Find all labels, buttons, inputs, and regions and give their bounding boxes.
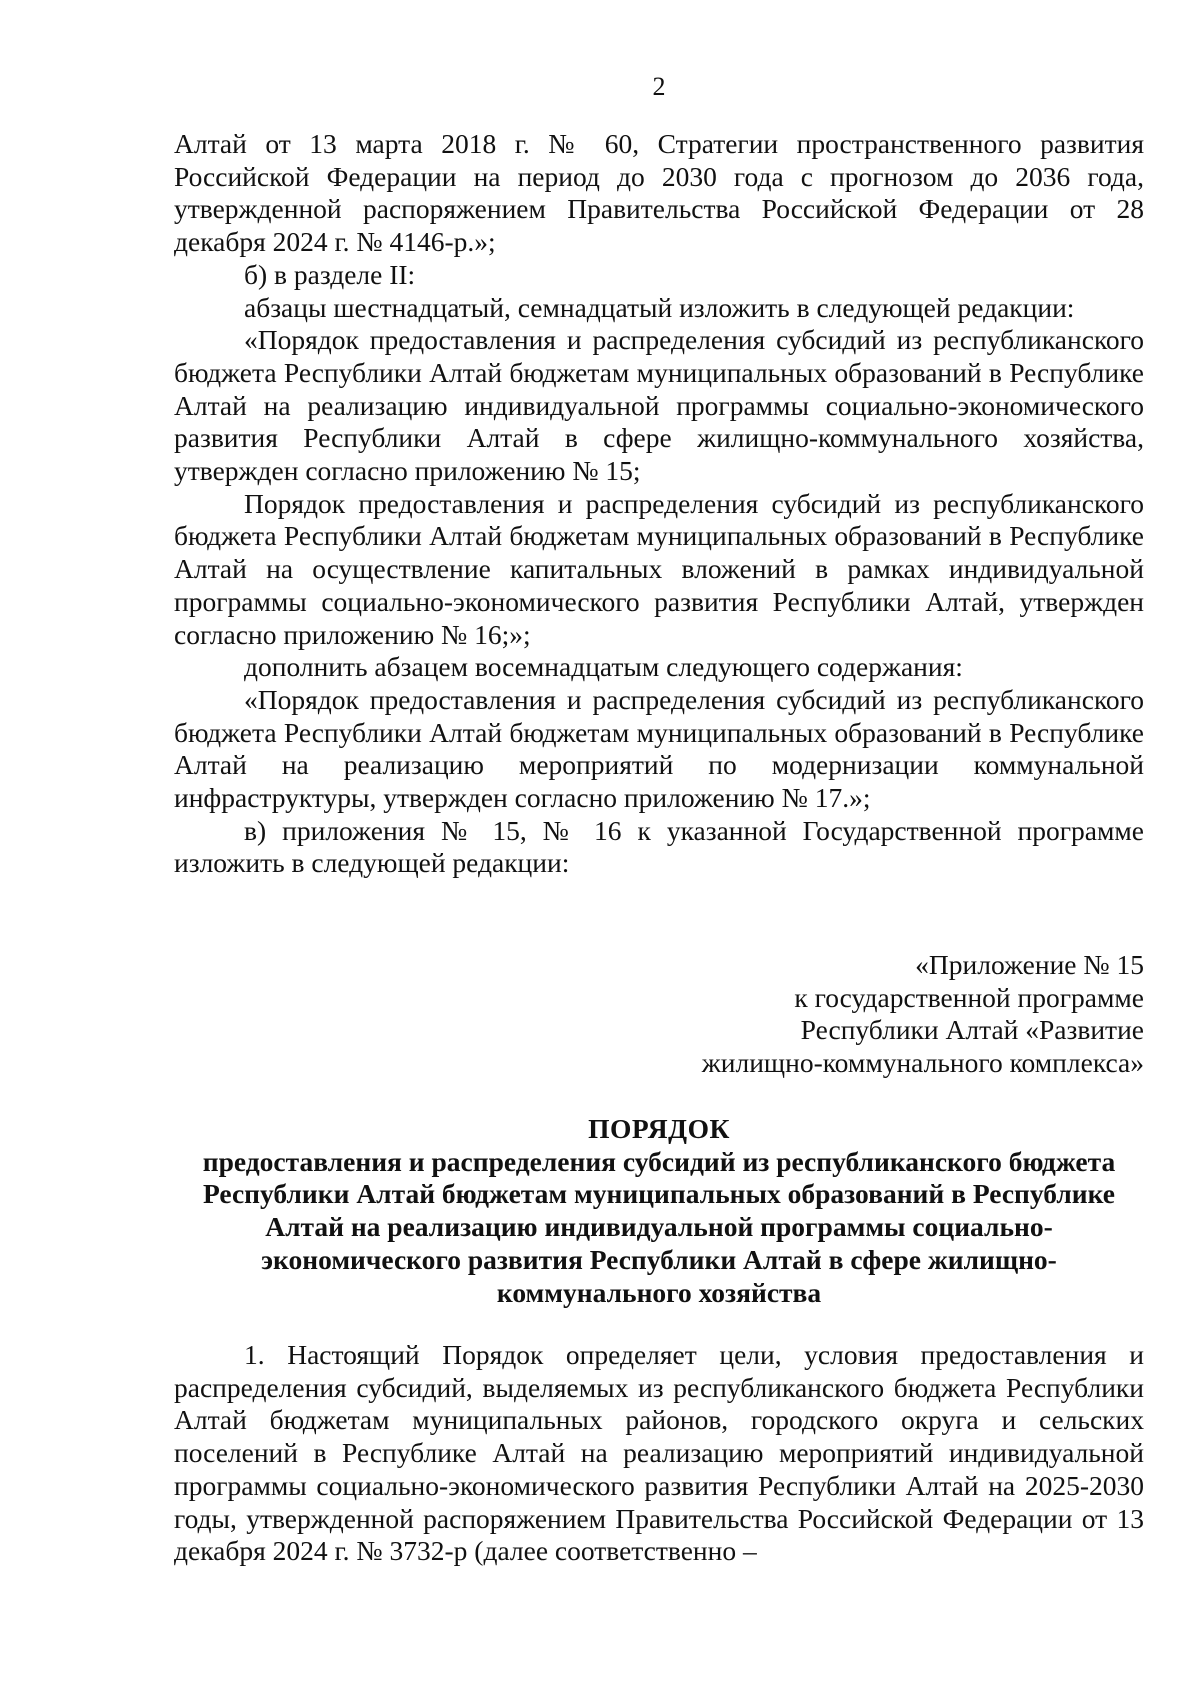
paragraph-quote-15: «Порядок предоставления и распределения субсидий из республиканского бюджета Республики Алтай бюджетам муниципальных образований в Республике Алтай на реализацию индивидуальной программы социально-экономического развития Республики Алтай в сфере жилищно-коммунального хозяйства, утвержден согласно приложению № 15; bbox=[174, 324, 1144, 487]
title-line: Республики Алтай бюджетам муниципальных образований в Республике bbox=[203, 1178, 1115, 1210]
document-page bbox=[174, 0, 1144, 1698]
appendix-line: к государственной программе bbox=[794, 981, 1144, 1013]
title-line: экономического развития Республики Алтай в сфере жилищно- bbox=[261, 1243, 1057, 1275]
paragraph-section-ii: б) в разделе II: bbox=[244, 258, 416, 290]
amendment-text bbox=[174, 128, 1144, 880]
page-number: 2 bbox=[652, 72, 666, 101]
paragraph-prilozheniya: в) приложения № 15, № 16 к указанной Государственной программе изложить в следующей редакции: bbox=[174, 814, 1144, 879]
appendix-caption bbox=[702, 949, 1144, 1080]
title-heading: ПОРЯДОК bbox=[588, 1113, 730, 1144]
paragraph-continuation: Алтай от 13 марта 2018 г. № 60, Стратегии пространственного развития Российской Федерации на период до 2030 года с прогнозом до 2036 года, утвержденной распоряжением Правительства Российской Федерации от 28 декабря 2024 г. № 4146-р.»; bbox=[174, 128, 1144, 258]
document-title bbox=[174, 1113, 1144, 1309]
paragraph-quote-17: «Порядок предоставления и распределения субсидий из республиканского бюджета Республики Алтай бюджетам муниципальных образований в Республике Алтай на реализацию мероприятий по модернизации коммунальной инфраструктуры, утвержден согласно приложению № 17.»; bbox=[174, 683, 1144, 814]
paragraph-dopolnit: дополнить абзацем восемнадцатым следующего содержания: bbox=[244, 651, 963, 683]
paragraph-quote-16: Порядок предоставления и распределения субсидий из республиканского бюджета Республики Алтай бюджетам муниципальных образований в Республике Алтай на осуществление капитальных вложений в рамках индивидуальной программы социально-экономического развития Республики Алтай, утвержден согласно приложению № 16;»; bbox=[174, 487, 1144, 650]
appendix-line: Республики Алтай «Развитие bbox=[800, 1014, 1144, 1046]
section-text bbox=[174, 1339, 1144, 1568]
paragraph-item-1: 1. Настоящий Порядок определяет цели, условия предоставления и распределения субсидий, выделяемых из республиканского бюджета Республики Алтай бюджетам муниципальных районов, городского округа и сельских поселений в Республике Алтай на реализацию мероприятий индивидуальной программы социально-экономического развития Республики Алтай на 2025-2030 годы, утвержденной распоряжением Правительства Российской Федерации от 13 декабря 2024 г. № 3732-р (далее соответственно – bbox=[174, 1339, 1144, 1567]
appendix-line: жилищно-коммунального комплекса» bbox=[701, 1047, 1144, 1079]
title-line: коммунального хозяйства bbox=[496, 1276, 822, 1308]
title-line: Алтай на реализацию индивидуальной программы социально- bbox=[265, 1211, 1053, 1243]
paragraph-abzatsy: абзацы шестнадцатый, семнадцатый изложить в следующей редакции: bbox=[244, 291, 1075, 323]
title-line: предоставления и распределения субсидий из республиканского бюджета bbox=[202, 1145, 1116, 1177]
appendix-line: «Приложение № 15 bbox=[915, 949, 1144, 980]
